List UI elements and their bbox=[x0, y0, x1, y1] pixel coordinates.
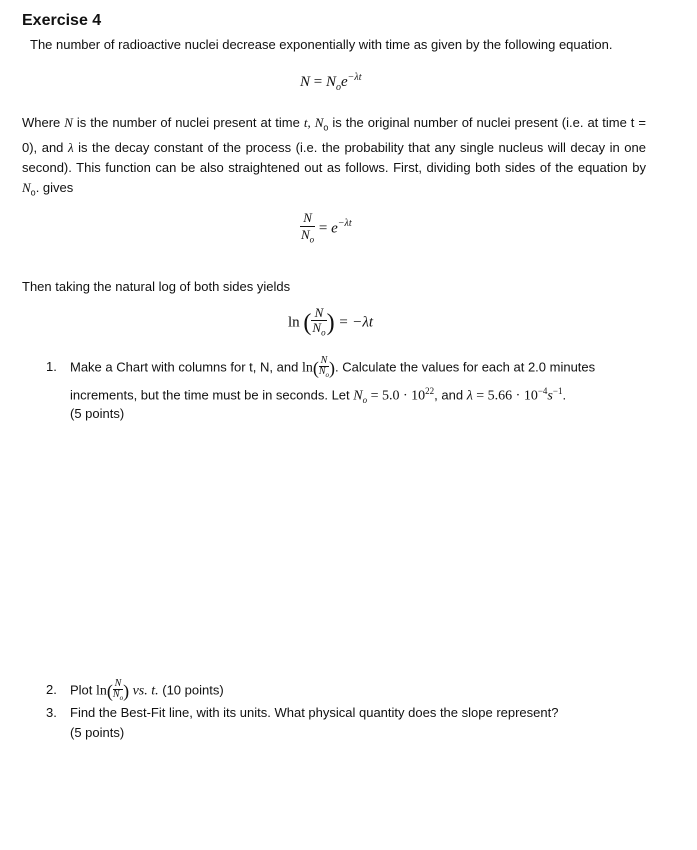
question-3: 3. Find the Best-Fit line, with its units. What physical quantity does the slope represent? bbox=[46, 705, 559, 720]
exercise-title: Exercise 4 bbox=[22, 12, 102, 29]
decay-equation: $N = N_oe^{-\lambda t}$ bbox=[300, 72, 362, 93]
question-2: 2. Plot ln( $\frac{N}{N_o}$) vs. t. (10 points) bbox=[46, 678, 224, 702]
then-text: Then taking the natural log of both sides yields bbox=[22, 279, 291, 294]
log-equation: ln ( $\frac{N}{N_o}$ ) = −λt bbox=[288, 305, 374, 338]
ratio-equation: $\frac{N}{N_o}$ = $e^{-\lambda t}$ bbox=[301, 210, 352, 245]
question-3-number: 3. bbox=[46, 705, 57, 720]
question-3-points: (5 points) bbox=[70, 725, 125, 740]
question-1-line-2: increments, but the time must be in seconds. Let $N_o = 5.0 \cdot 10^{22}$, and $\lambda = 5.66 \cdot 10^{-4}s^{-1}$. bbox=[70, 386, 567, 405]
explanation-paragraph: Where N is the number of nuclei present at time t, $N_o$ is the original number of nuclei present (i.e. at time t = 0), and λ is the decay constant of the process (i.e. the probability that any single nucleus will decay in one second). This function can be also straightened out as follows. First, dividing both sides of the equation by $N_o$. gives bbox=[22, 115, 646, 198]
question-1: 1. Make a Chart with columns for t, N, and ln( $\frac{N}{N_o}$). Calculate the values for each at 2.0 minutes bbox=[46, 355, 596, 379]
question-2-number: 2. bbox=[46, 682, 57, 698]
question-1-number: 1. bbox=[46, 359, 57, 375]
intro-text: The number of radioactive nuclei decrease exponentially with time as given by the following equation. bbox=[30, 37, 613, 52]
question-1-points: (5 points) bbox=[70, 406, 125, 421]
